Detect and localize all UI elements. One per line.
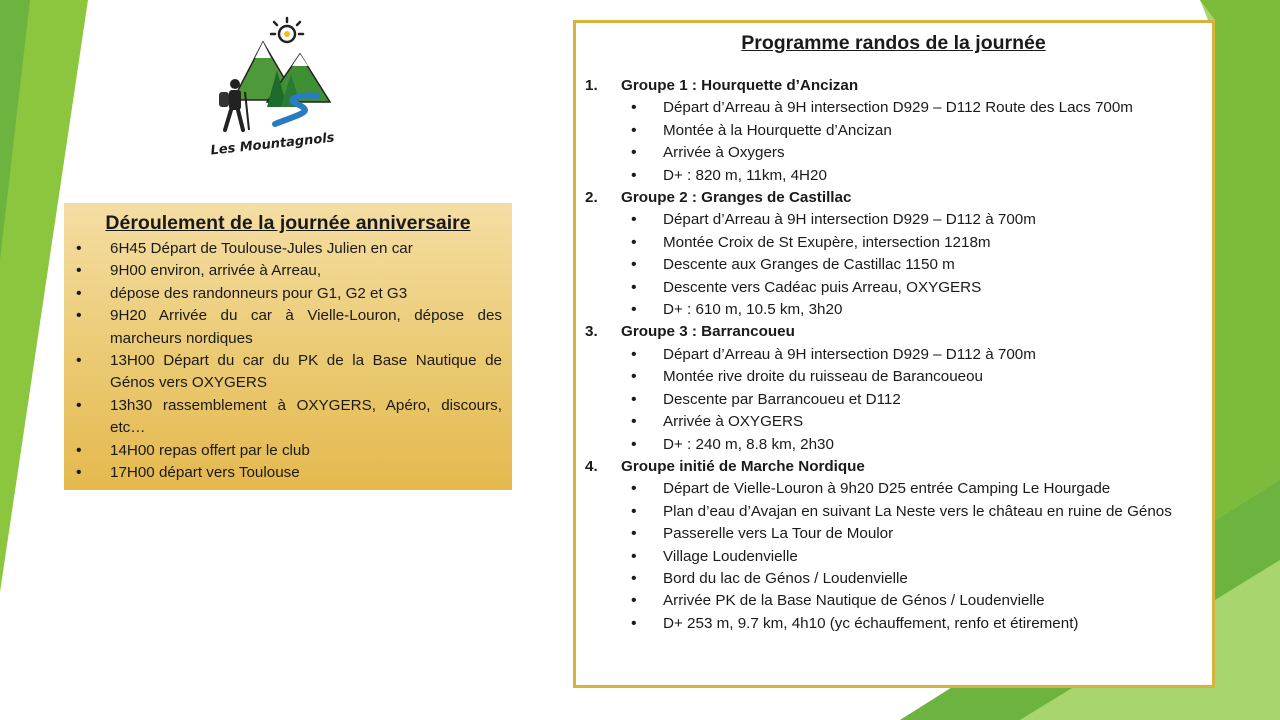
group-heading [585, 456, 1202, 478]
list-item: • D+ 253 m, 9.7 km, 4h10 (yc échauffement, renfo et étirement) [585, 613, 1202, 635]
list-item: • Descente vers Cadéac puis Arreau, OXYGERS [585, 277, 1202, 299]
hiker-mountains-sun-logo [205, 12, 340, 142]
list-item: • Arrivée à OXYGERS [585, 411, 1202, 433]
list-item: • Départ d’Arreau à 9H intersection D929 – D112 à 700m [585, 344, 1202, 366]
schedule-list [74, 238, 502, 484]
group-heading [585, 75, 1202, 97]
list-item: • 14H00 repas offert par le club [74, 440, 502, 462]
list-item: • 9H20 Arrivée du car à Vielle-Louron, dépose des marcheurs nordiques [74, 305, 502, 350]
list-item: • Bord du lac de Génos / Loudenvielle [585, 568, 1202, 590]
list-item: • Montée Croix de St Exupère, intersection 1218m [585, 232, 1202, 254]
list-item: • Départ d’Arreau à 9H intersection D929 – D112 Route des Lacs 700m [585, 97, 1202, 119]
list-item: • Départ d’Arreau à 9H intersection D929 – D112 à 700m [585, 209, 1202, 231]
list-item: • Montée à la Hourquette d’Ancizan [585, 120, 1202, 142]
list-item: • D+ : 610 m, 10.5 km, 3h20 [585, 299, 1202, 321]
club-logo [205, 12, 340, 162]
group-heading [585, 321, 1202, 343]
list-item: • Montée rive droite du ruisseau de Barancoueou [585, 366, 1202, 388]
logo-text: Les Mountagnols [209, 130, 336, 159]
group-4-items [585, 478, 1202, 635]
group-number: 4. [585, 457, 598, 475]
list-item: • 17H00 départ vers Toulouse [74, 462, 502, 484]
list-item: • Départ de Vielle-Louron à 9h20 D25 entrée Camping Le Hourgade [585, 478, 1202, 500]
group-1 [585, 75, 1202, 187]
list-item: • 6H45 Départ de Toulouse-Jules Julien en car [74, 238, 502, 260]
group-3 [585, 321, 1202, 455]
group-number: 1. [585, 77, 598, 94]
group-title: Groupe initié de Marche Nordique [621, 457, 865, 475]
group-heading [585, 187, 1202, 209]
list-item: • 13h30 rassemblement à OXYGERS, Apéro, discours, etc… [74, 395, 502, 440]
group-title: Groupe 3 : Barrancoueu [621, 323, 795, 341]
group-number: 2. [585, 189, 598, 207]
list-item: • Descente aux Granges de Castillac 1150 m [585, 254, 1202, 276]
list-item: • Arrivée PK de la Base Nautique de Génos / Loudenvielle [585, 590, 1202, 612]
schedule-title: Déroulement de la journée anniversaire [105, 212, 471, 234]
list-item: • dépose des randonneurs pour G1, G2 et G3 [74, 283, 502, 305]
group-3-items [585, 344, 1202, 456]
hikes-program-panel [573, 20, 1215, 688]
list-item: • Passerelle vers La Tour de Moulor [585, 523, 1202, 545]
list-item: • 13H00 Départ du car du PK de la Base Nautique de Génos vers OXYGERS [74, 350, 502, 395]
list-item: • D+ : 820 m, 11km, 4H20 [585, 165, 1202, 187]
program-title: Programme randos de la journée [741, 32, 1046, 54]
group-4 [585, 456, 1202, 635]
list-item: • 9H00 environ, arrivée à Arreau, [74, 260, 502, 282]
list-item: • D+ : 240 m, 8.8 km, 2h30 [585, 434, 1202, 456]
group-2 [585, 187, 1202, 321]
list-item: • Village Loudenvielle [585, 546, 1202, 568]
group-number: 3. [585, 323, 598, 341]
group-2-items [585, 209, 1202, 321]
list-item: • Plan d’eau d’Avajan en suivant La Neste vers le château en ruine de Génos [585, 501, 1202, 523]
group-title: Groupe 2 : Granges de Castillac [621, 189, 852, 207]
list-item: • Arrivée à Oxygers [585, 142, 1202, 164]
group-1-items [585, 97, 1202, 187]
group-title: Groupe 1 : Hourquette d’Ancizan [621, 77, 859, 94]
schedule-panel [64, 203, 512, 490]
list-item: • Descente par Barrancoueu et D112 [585, 389, 1202, 411]
